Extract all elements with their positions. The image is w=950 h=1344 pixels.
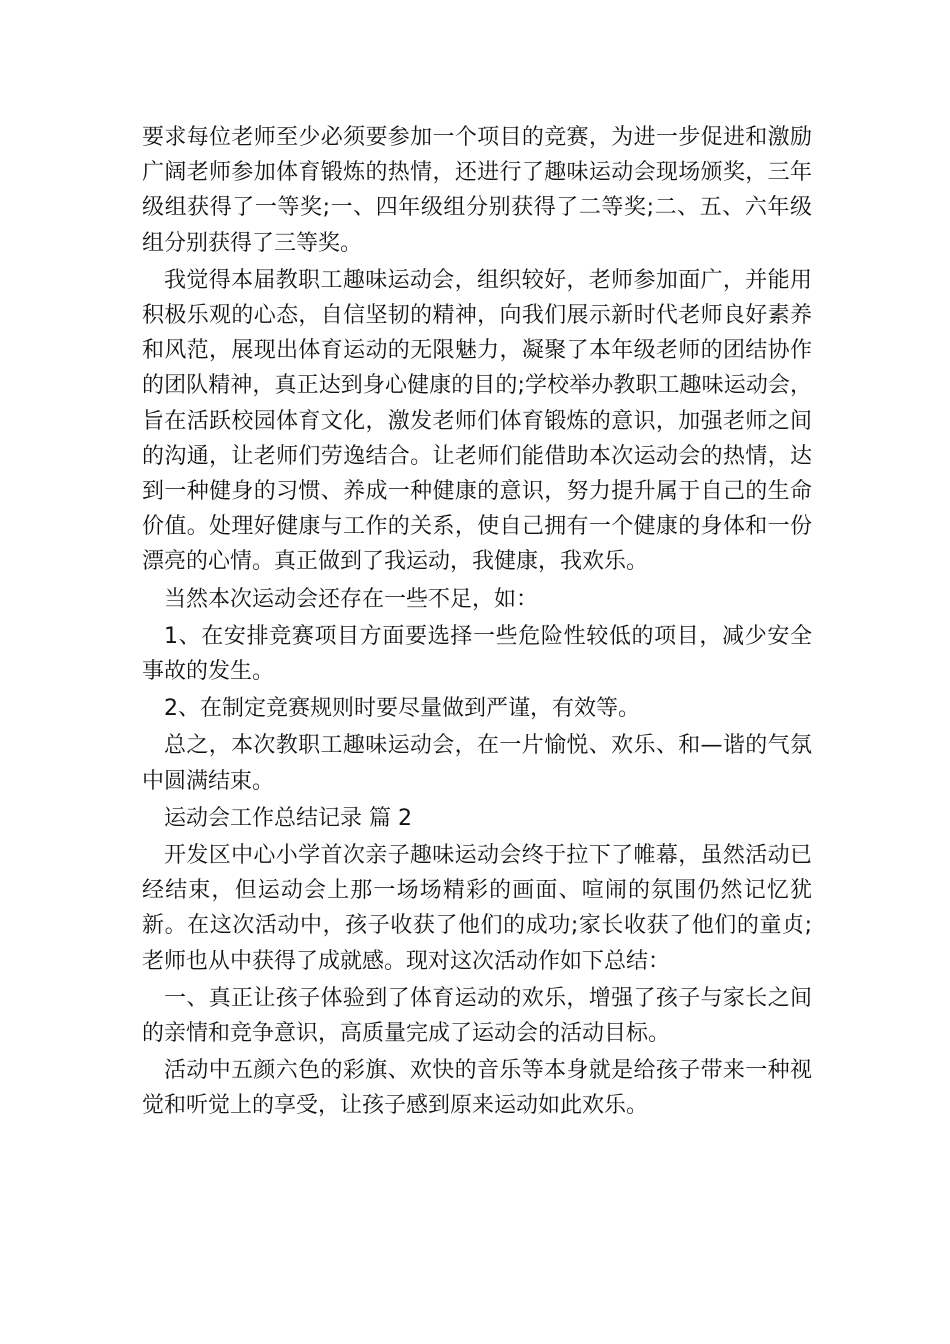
paragraph-shortcomings-intro: 当然本次运动会还存在一些不足，如： xyxy=(164,586,539,612)
list-item-shortcoming-2: 2、在制定竞赛规则时要尽量做到严谨，有效等。 xyxy=(164,696,640,722)
section-heading-part-2: 运动会工作总结记录 篇 2 xyxy=(164,805,412,831)
paragraph-part2-intro: 开发区中心小学首次亲子趣味运动会终于拉下了帷幕，虽然活动已经结束，但运动会上那一场场精彩的画面、喧闹的氛围仍然记忆犹新。在这次活动中，孩子收获了他们的成功;家长收获了他们的童贞;老师也从中获得了成就感。现对这次活动作如下总结： xyxy=(142,843,812,974)
paragraph-point-1-detail: 活动中五颜六色的彩旗、欢快的音乐等本身就是给孩子带来一种视觉和听觉上的享受，让孩子感到原来运动如此欢乐。 xyxy=(142,1058,812,1119)
document-body xyxy=(142,120,812,1124)
paragraph-awards: 要求每位老师至少必须要参加一个项目的竞赛，为进一步促进和激励广阔老师参加体育锻炼的热情，还进行了趣味运动会现场颁奖，三年级组获得了一等奖;一、四年级组分别获得了二等奖;二、五、六年级组分别获得了三等奖。 xyxy=(142,125,812,256)
paragraph-point-1: 一、真正让孩子体验到了体育运动的欢乐，增强了孩子与家长之间的亲情和竞争意识，高质量完成了运动会的活动目标。 xyxy=(142,985,812,1047)
paragraph-reflection: 我觉得本届教职工趣味运动会，组织较好，老师参加面广，并能用积极乐观的心态，自信坚韧的精神，向我们展示新时代老师良好素养和风范，展现出体育运动的无限魅力，凝聚了本年级老师的团结协作的团队精神，真正达到身心健康的目的;学校举办教职工趣味运动会，旨在活跃校园体育文化，激发老师们体育锻炼的意识，加强老师之间的沟通，让老师们劳逸结合。让老师们能借助本次运动会的热情，达到一种健身的习惯、养成一种健康的意识，努力提升属于自己的生命价值。处理好健康与工作的关系，使自己拥有一个健康的身体和一份漂亮的心情。真正做到了我运动，我健康，我欢乐。 xyxy=(142,267,812,575)
paragraph-conclusion: 总之，本次教职工趣味运动会，在一片愉悦、欢乐、和—谐的气氛中圆满结束。 xyxy=(142,733,812,794)
list-item-shortcoming-1: 1、在安排竞赛项目方面要选择一些危险性较低的项目，减少安全事故的发生。 xyxy=(142,623,812,685)
